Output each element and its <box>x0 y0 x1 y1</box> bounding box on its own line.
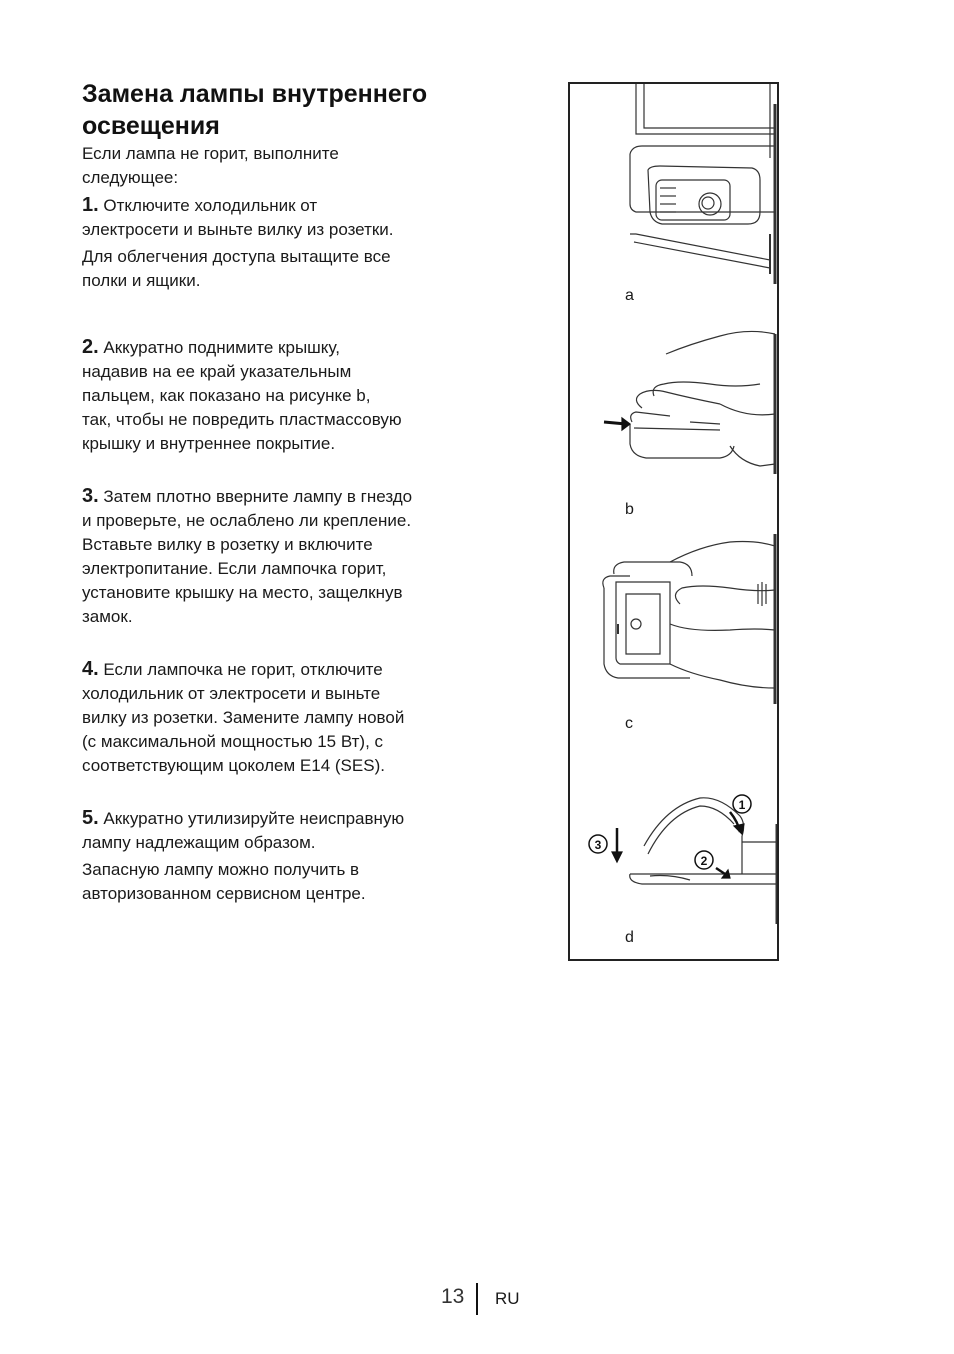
step-4-text: Если лампочка не горит, отключите холодильник от электросети и выньте вилку из розетки. Замените лампу новой (с максимальной мощностью 15 Вт), с соответствующим цоколем E14 (SES). <box>82 660 405 775</box>
title-line-1: Замена лампы внутреннего <box>82 80 428 108</box>
callout-3-text: 3 <box>594 838 602 852</box>
step-2-text: Аккуратно поднимите крышку, надавив на ее край указательным пальцем, как показано на рисунке b, так, чтобы не повредить пластмассовую крышку и внутреннее покрытие. <box>82 338 402 453</box>
step-3-number: 3. <box>82 485 99 507</box>
panel-b-illustration <box>604 331 775 474</box>
step-1-number: 1. <box>82 194 99 216</box>
step-5-text: Аккуратно утилизируйте неисправную лампу надлежащим образом. <box>82 809 405 852</box>
panel-a-illustration <box>630 84 775 284</box>
title-line-2: освещения <box>82 112 220 140</box>
step-5 <box>82 806 482 855</box>
step-5-note: Запасную лампу можно получить в авторизованном сервисном центре. <box>82 860 366 903</box>
figure-drawings <box>570 84 777 959</box>
step-2 <box>82 335 482 456</box>
step-1-text: Отключите холодильник от электросети и выньте вилку из розетки. <box>82 196 394 239</box>
step-3-text: Затем плотно вверните лампу в гнездо и проверьте, не ослаблено ли крепление. Вставьте вилку в розетку и включите электропитание. Если лампочка горит, установите крышку на место, защелкнув замок. <box>82 487 413 626</box>
footer-divider <box>476 1283 478 1315</box>
figure-label-d: d <box>625 929 634 946</box>
instructions-column <box>82 78 482 906</box>
step-5-number: 5. <box>82 807 99 829</box>
step-1-note: Для облегчения доступа вытащите все полки и ящики. <box>82 247 391 290</box>
callout-1-text: 1 <box>738 798 746 812</box>
step-2-number: 2. <box>82 336 99 358</box>
figure-label-b: b <box>625 501 634 518</box>
step-3 <box>82 484 482 629</box>
figure-label-c: c <box>625 715 633 732</box>
panel-c-illustration <box>603 534 775 704</box>
step-4-number: 4. <box>82 658 99 680</box>
step-4 <box>82 657 482 778</box>
callout-3 <box>589 835 607 853</box>
panel-d-illustration <box>589 795 777 924</box>
callout-1 <box>733 795 751 813</box>
lamp-replacement-figure <box>568 82 779 961</box>
callout-2-text: 2 <box>700 854 708 868</box>
step-1 <box>82 193 482 242</box>
intro-text: Если лампа не горит, выполните следующее: <box>82 144 339 187</box>
language-code: RU <box>495 1289 520 1308</box>
page-number: 13 <box>441 1285 465 1308</box>
callout-2 <box>695 851 713 869</box>
figure-label-a: a <box>625 287 634 304</box>
page-footer <box>0 1283 954 1315</box>
page-title <box>82 78 482 142</box>
